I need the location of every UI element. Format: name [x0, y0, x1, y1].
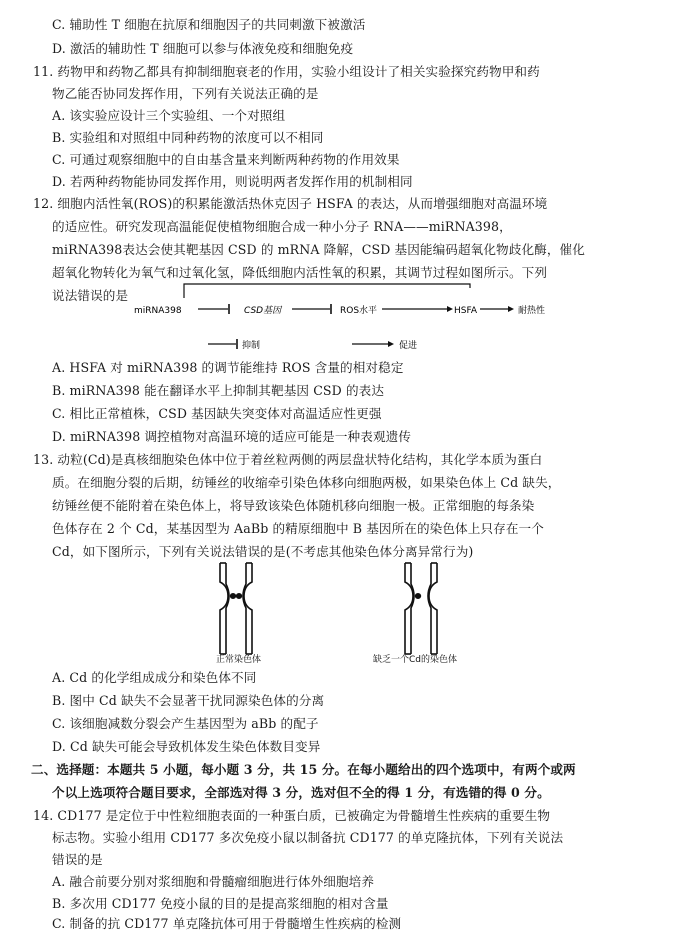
q13-option-b: B. 图中 Cd 缺失不会显著干扰同源染色体的分离 [52, 693, 325, 708]
section-2-header-cont: 个以上选项符合题目要求，全部选对得 3 分，选对但不全的得 1 分，有选错的得 0 分。 [52, 785, 550, 800]
question-13-stem-cont: Cd，如下图所示，下列有关说法错误的是(不考虑其他染色体分离异常行为) [52, 544, 474, 559]
q12-option-b: B. miRNA398 能在翻译水平上抑制其靶基因 CSD 的表达 [52, 383, 385, 398]
node-ros-level: ROS水平 [340, 306, 378, 316]
q14-option-a: A. 融合前要分别对浆细胞和骨髓瘤细胞进行体外细胞培养 [52, 874, 375, 889]
question-11-stem-cont: 物乙能否协同发挥作用，下列有关说法正确的是 [52, 86, 319, 101]
question-11-stem: 11. 药物甲和药物乙都具有抑制细胞衰老的作用，实验小组设计了相关实验探究药物甲和药 [33, 64, 540, 79]
legend-promote-label: 促进 [399, 341, 418, 351]
question-13-stem-cont: 色体存在 2 个 Cd，某基因型为 AaBb 的精原细胞中 B 基因所在的染色体上只存在一个 [52, 521, 544, 536]
q13-option-d: D. Cd 缺失可能会导致机体发生染色体数目变异 [52, 739, 321, 754]
question-13-stem-cont: 质。在细胞分裂的后期，纺锤丝的收缩牵引染色体移向细胞两极，如果染色体上 Cd 缺失， [52, 475, 561, 490]
question-13-stem: 13. 动粒(Cd)是真核细胞染色体中位于着丝粒两侧的两层盘状特化结构，其化学本质为蛋白 [33, 452, 543, 467]
caption-missing-cd-chromosome: 缺乏一个Cd的染色体 [373, 655, 457, 665]
q11-option-d: D. 若两种药物能协同发挥作用，则说明两者发挥作用的机制相同 [52, 174, 413, 189]
regulation-diagram [120, 276, 580, 360]
question-12-stem-cont: miRNA398表达会使其靶基因 CSD 的 mRNA 降解，CSD 基因能编码超氧化物歧化酶，催化 [52, 242, 585, 257]
option-d: D. 激活的辅助性 T 细胞可以参与体液免疫和细胞免疫 [52, 41, 354, 56]
node-mirna398: miRNA398 [134, 306, 182, 316]
question-12-stem-cont: 的适应性。研究发现高温能促使植物细胞合成一种小分子 RNA——miRNA398， [52, 219, 512, 234]
node-hsfa: HSFA [454, 306, 477, 316]
missing-cd-chromosome [405, 563, 437, 654]
normal-chromosome [220, 563, 252, 654]
q11-option-c: C. 可通过观察细胞中的自由基含量来判断两种药物的作用效果 [52, 152, 400, 167]
q13-option-a: A. Cd 的化学组成成分和染色体不同 [52, 670, 257, 685]
section-2-header: 二、选择题：本题共 5 小题，每小题 3 分，共 15 分。在每小题给出的四个选项中，有两个或两 [31, 762, 576, 777]
q14-option-c: C. 制备的抗 CD177 单克隆抗体可用于骨髓增生性疾病的检测 [52, 916, 402, 931]
feedback-line [184, 284, 470, 298]
question-13-stem-cont: 纺锤丝便不能附着在染色体上，将导致该染色体随机移向细胞一极。正常细胞的每条染 [52, 498, 535, 513]
question-14-stem-cont: 错误的是 [52, 852, 103, 867]
q13-option-c: C. 该细胞减数分裂会产生基因型为 aBb 的配子 [52, 716, 319, 731]
caption-normal-chromosome: 正常染色体 [216, 655, 262, 665]
q11-option-a: A. 该实验应设计三个实验组、一个对照组 [52, 108, 286, 123]
question-12-stem-cont: 说法错误的是 [52, 288, 129, 303]
q12-option-d: D. miRNA398 调控植物对高温环境的适应可能是一种表观遗传 [52, 429, 412, 444]
kinetochore-single [415, 593, 421, 599]
node-heat-tolerance: 耐热性 [518, 306, 546, 316]
legend-inhibit-label: 抑制 [242, 341, 261, 351]
q12-option-a: A. HSFA 对 miRNA398 的调节能维持 ROS 含量的相对稳定 [52, 360, 404, 375]
chromosome-figure [180, 558, 490, 658]
q11-option-b: B. 实验组和对照组中同种药物的浓度可以不相同 [52, 130, 324, 145]
node-csd-gene: CSD基因 [244, 306, 282, 316]
q12-option-c: C. 相比正常植株，CSD 基因缺失突变体对高温适应性更强 [52, 406, 382, 421]
q14-option-b: B. 多次用 CD177 免疫小鼠的目的是提高浆细胞的相对含量 [52, 896, 389, 911]
question-14-stem: 14. CD177 是定位于中性粒细胞表面的一种蛋白质，已被确定为骨髓增生性疾病的重要生物 [33, 808, 551, 823]
kinetochore-right [236, 593, 242, 599]
question-12-stem: 12. 细胞内活性氧(ROS)的积累能激活热休克因子 HSFA 的表达，从而增强细胞对高温环境 [33, 196, 548, 211]
option-c: C. 辅助性 T 细胞在抗原和细胞因子的共同刺激下被激活 [52, 17, 366, 32]
question-12-stem-cont: 超氧化物转化为氧气和过氧化氢，降低细胞内活性氧的积累，其调节过程如图所示。下列 [52, 265, 548, 280]
question-14-stem-cont: 标志物。实验小组用 CD177 多次免疫小鼠以制备抗 CD177 的单克隆抗体，下列有关说法 [52, 830, 564, 845]
kinetochore-left [230, 593, 236, 599]
